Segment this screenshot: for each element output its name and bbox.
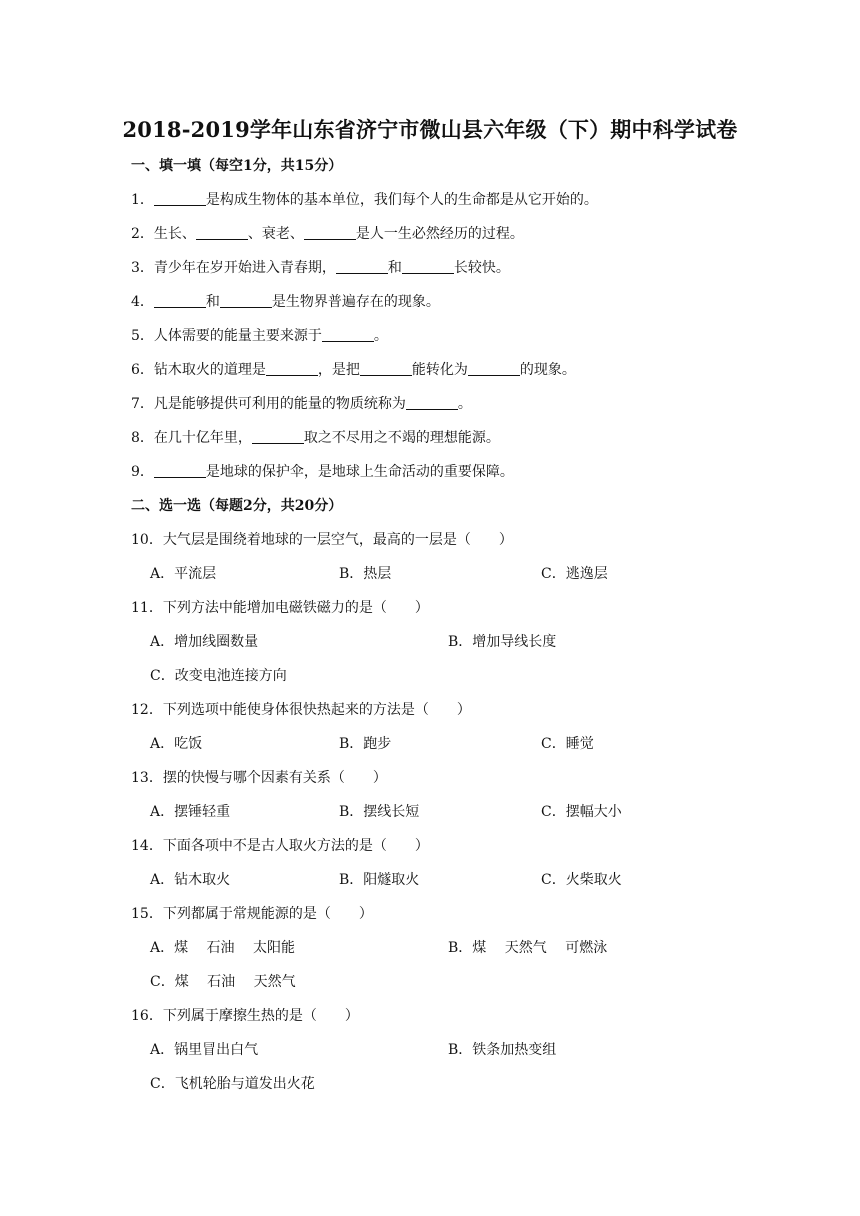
option-b[interactable]: B．煤 天然气 可燃泳 <box>448 940 608 956</box>
fill-question-8: 8．在几十亿年里， 取之不尽用之不竭的理想能源。 <box>131 430 500 446</box>
option-a[interactable]: A．锅里冒出白气 <box>150 1042 259 1058</box>
fill-question-9: 9． 是地球的保护伞，是地球上生命活动的重要保障。 <box>131 464 514 480</box>
answer-blank[interactable] <box>468 361 520 376</box>
answer-blank[interactable] <box>360 361 412 376</box>
option-a[interactable]: A．钻木取火 <box>150 872 231 888</box>
answer-blank[interactable] <box>196 225 248 240</box>
answer-blank[interactable] <box>252 429 304 444</box>
option-a[interactable]: A．吃饭 <box>150 736 203 752</box>
section-1-heading: 一、填一填（每空1分，共15分） <box>131 158 343 174</box>
choice-question-13: 13．摆的快慢与哪个因素有关系（ ） <box>131 770 387 786</box>
choice-question-14: 14．下面各项中不是古人取火方法的是（ ） <box>131 838 429 854</box>
answer-blank[interactable] <box>406 395 458 410</box>
answer-blank[interactable] <box>220 293 272 308</box>
answer-blank[interactable] <box>322 327 374 342</box>
choice-question-15: 15．下列都属于常规能源的是（ ） <box>131 906 373 922</box>
fill-question-2: 2．生长、 、衰老、 是人一生必然经历的过程。 <box>131 226 524 242</box>
option-c[interactable]: C．煤 石油 天然气 <box>150 974 296 990</box>
choice-question-11: 11．下列方法中能增加电磁铁磁力的是（ ） <box>131 600 429 616</box>
fill-question-5: 5．人体需要的能量主要来源于 。 <box>131 328 388 344</box>
exam-title: 2018-2019学年山东省济宁市微山县六年级（下）期中科学试卷 <box>122 117 738 142</box>
option-a[interactable]: A．平流层 <box>150 566 217 582</box>
section-2-heading: 二、选一选（每题2分，共20分） <box>131 498 343 514</box>
option-c[interactable]: C．睡觉 <box>541 736 594 752</box>
fill-question-7: 7．凡是能够提供可利用的能量的物质统称为 。 <box>131 396 472 412</box>
fill-question-4: 4． 和 是生物界普遍存在的现象。 <box>131 294 440 310</box>
option-b[interactable]: B．摆线长短 <box>339 804 420 820</box>
answer-blank[interactable] <box>154 293 206 308</box>
fill-question-1: 1． 是构成生物体的基本单位，我们每个人的生命都是从它开始的。 <box>131 192 598 208</box>
option-c[interactable]: C．逃逸层 <box>541 566 608 582</box>
option-a[interactable]: A．增加线圈数量 <box>150 634 259 650</box>
option-c[interactable]: C．火柴取火 <box>541 872 622 888</box>
choice-question-10: 10．大气层是围绕着地球的一层空气，最高的一层是（ ） <box>131 532 513 548</box>
fill-question-3: 3．青少年在岁开始进入青春期， 和 长较快。 <box>131 260 510 276</box>
answer-blank[interactable] <box>154 191 206 206</box>
option-b[interactable]: B．铁条加热变组 <box>448 1042 557 1058</box>
option-a[interactable]: A．煤 石油 太阳能 <box>150 940 296 956</box>
answer-blank[interactable] <box>154 463 206 478</box>
fill-question-6: 6．钻木取火的道理是 ，是把 能转化为 的现象。 <box>131 362 576 378</box>
answer-blank[interactable] <box>336 259 388 274</box>
option-c[interactable]: C．飞机轮胎与道发出火花 <box>150 1076 315 1092</box>
option-b[interactable]: B．增加导线长度 <box>448 634 557 650</box>
answer-blank[interactable] <box>266 361 318 376</box>
option-b[interactable]: B．跑步 <box>339 736 392 752</box>
choice-question-12: 12．下列选项中能使身体很快热起来的方法是（ ） <box>131 702 471 718</box>
option-c[interactable]: C．改变电池连接方向 <box>150 668 287 684</box>
option-b[interactable]: B．阳燧取火 <box>339 872 420 888</box>
answer-blank[interactable] <box>402 259 454 274</box>
option-b[interactable]: B．热层 <box>339 566 392 582</box>
choice-question-16: 16．下列属于摩擦生热的是（ ） <box>131 1008 359 1024</box>
option-a[interactable]: A．摆锤轻重 <box>150 804 231 820</box>
answer-blank[interactable] <box>304 225 356 240</box>
option-c[interactable]: C．摆幅大小 <box>541 804 622 820</box>
